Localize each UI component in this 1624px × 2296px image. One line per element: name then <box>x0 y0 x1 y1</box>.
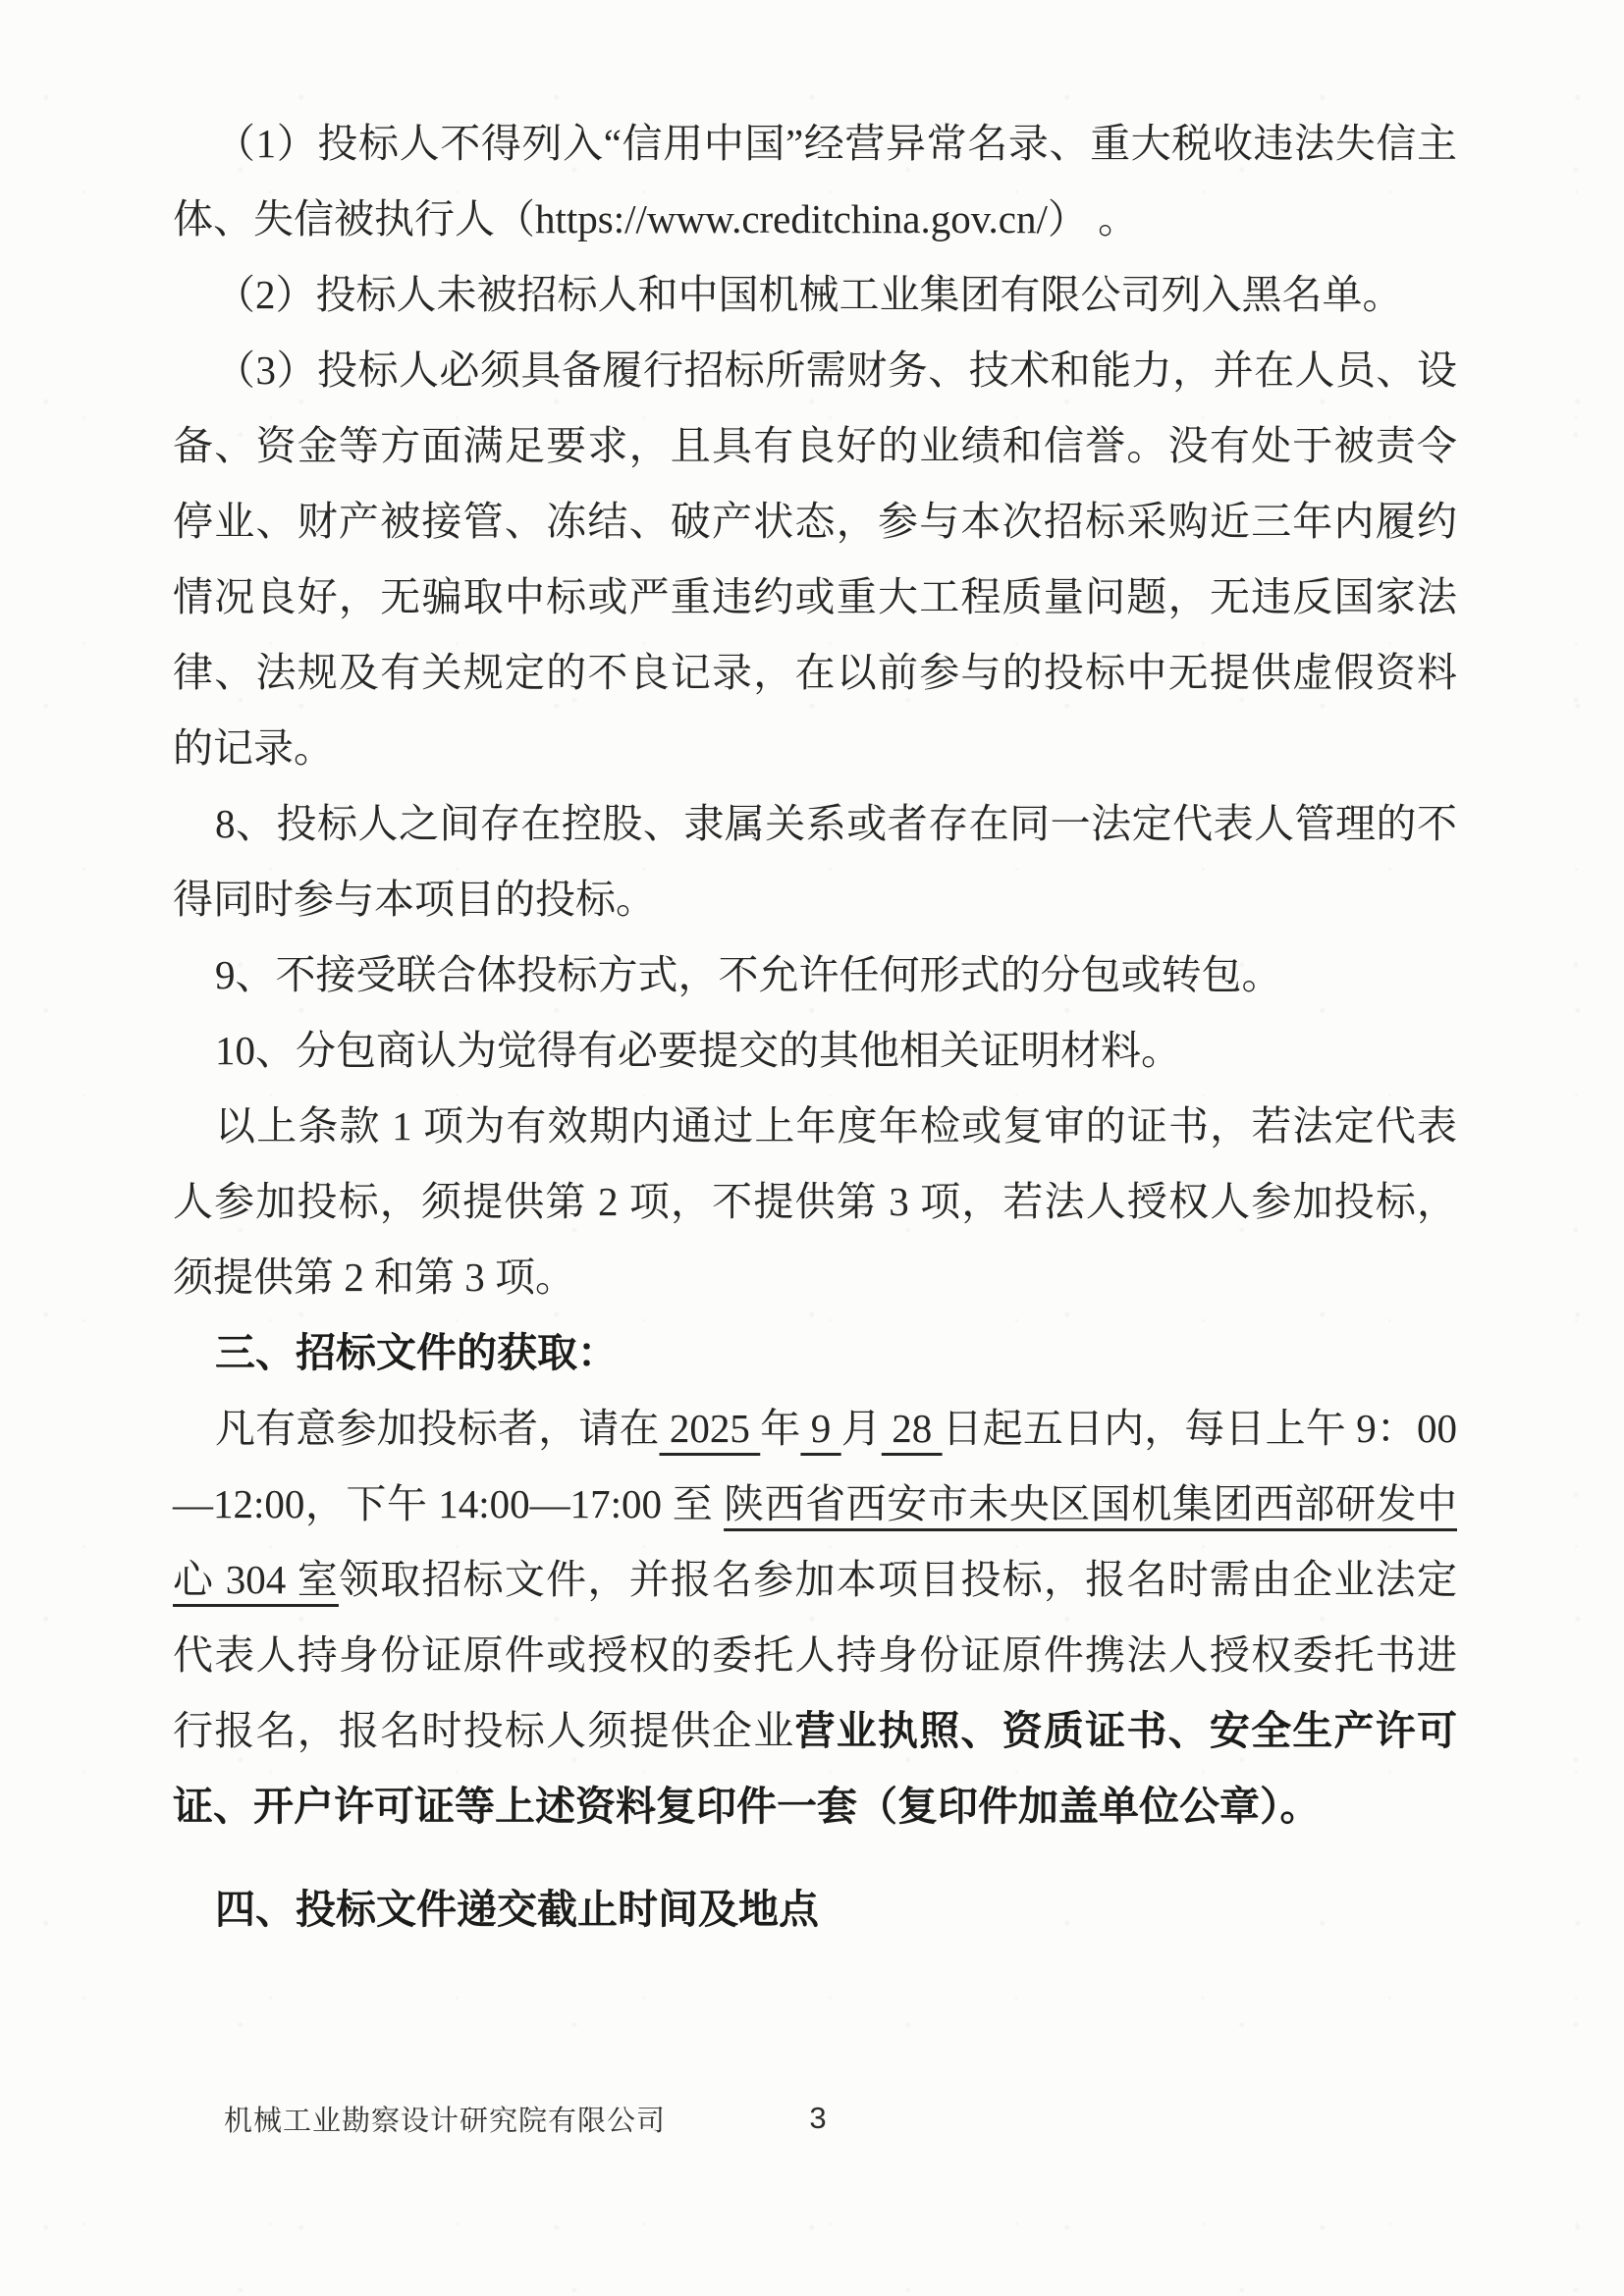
section-heading <box>173 1315 1457 1391</box>
paragraph <box>173 1013 1457 1089</box>
paragraph <box>173 106 1457 257</box>
footer-company-name: 机械工业勘察设计研究院有限公司 <box>224 2106 667 2137</box>
text-segment: 日起五日内，每日上午 9：00—12:00，下午 14:00—17:00 至 <box>173 1406 1458 1526</box>
text-segment: 以上条款 1 项为有效期内通过上年度年检或复审的证书，若法定代表人参加投标，须提供第 2 项，不提供第 3 项，若法人授权人参加投标，须提供第 2 和第 3 项。 <box>173 1103 1457 1300</box>
text-segment: 28 <box>881 1406 943 1451</box>
document-body <box>173 106 1457 1948</box>
text-segment: 年 <box>760 1406 801 1451</box>
text-segment: （1）投标人不得列入“信用中国”经营异常名录、重大税收违法失信主体、失信被执行人（https://www.creditchina.gov.cn/） 。 <box>173 121 1457 241</box>
paragraph <box>173 786 1457 937</box>
footer-page-number: 3 <box>809 2101 827 2135</box>
text-segment: 三、招标文件的获取： <box>215 1330 619 1375</box>
text-segment: 10、分包商认为觉得有必要提交的其他相关证明材料。 <box>215 1028 1182 1073</box>
paragraph <box>173 257 1457 333</box>
text-segment: 9 <box>800 1406 841 1451</box>
text-segment: 2025 <box>659 1406 761 1451</box>
paragraph <box>173 937 1457 1013</box>
text-segment: 领取招标文件，并报名参加本项目投标，报名时需由企业法定代表人持身份证原件或授权的委托人持身份证原件携法人授权委托书进行报名，报名时投标人须提供企业 <box>173 1557 1458 1753</box>
text-segment: 陕西省西安市未央区国机集团西部研发中心 304 室 <box>173 1481 1457 1602</box>
text-segment: 月 <box>840 1406 882 1451</box>
text-segment: （2）投标人未被招标人和中国机械工业集团有限公司列入黑名单。 <box>215 272 1403 317</box>
text-segment: （3）投标人必须具备履行招标所需财务、技术和能力，并在人员、设备、资金等方面满足要求，且具有良好的业绩和信誉。没有处于被责令停业、财产被接管、冻结、破产状态，参与本次招标采购近三年内履约情况良好，无骗取中标或严重违约或重大工程质量问题，无违反国家法律、法规及有关规定的不良记录，在以前参与的投标中无提供虚假资料的记录。 <box>173 347 1457 771</box>
paragraph <box>173 333 1457 786</box>
text-segment: 9、不接受联合体投标方式，不允许任何形式的分包或转包。 <box>215 952 1282 997</box>
section-heading <box>173 1872 1457 1948</box>
text-segment: 8、投标人之间存在控股、隶属关系或者存在同一法定代表人管理的不得同时参与本项目的投标。 <box>173 801 1457 922</box>
page-footer <box>0 2095 1624 2142</box>
paragraph <box>173 1391 1457 1844</box>
text-segment: 营业执照、资质证书、安全生产许可证、开户许可证等上述资料复印件一套（复印件加盖单位公章）。 <box>173 1708 1457 1829</box>
text-segment: 四、投标文件递交截止时间及地点 <box>215 1887 820 1932</box>
text-segment: 凡有意参加投标者，请在 <box>215 1406 660 1451</box>
paragraph <box>173 1089 1457 1315</box>
